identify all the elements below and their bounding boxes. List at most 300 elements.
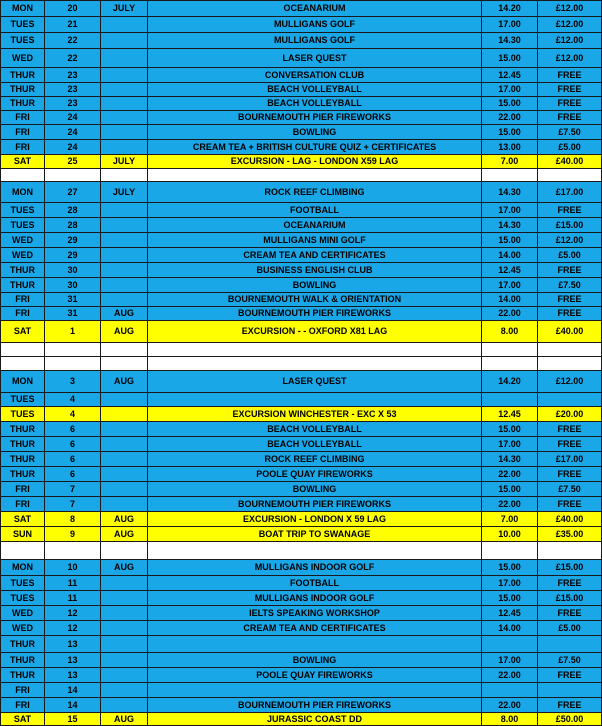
time-cell: 14.30 xyxy=(482,182,538,203)
time-cell xyxy=(482,169,538,182)
time-cell: 8.00 xyxy=(482,321,538,343)
activity-cell: POOLE QUAY FIREWORKS xyxy=(148,467,482,482)
date-cell: 7 xyxy=(45,497,101,512)
price-cell: £40.00 xyxy=(538,155,602,169)
table-row xyxy=(1,1,602,17)
day-cell: SAT xyxy=(1,321,45,343)
activity-cell: EXCURSION - LAG - LONDON X59 LAG xyxy=(148,155,482,169)
time-cell xyxy=(482,357,538,371)
price-cell xyxy=(538,169,602,182)
price-cell: FREE xyxy=(538,422,602,437)
activity-cell xyxy=(148,357,482,371)
day-cell: FRI xyxy=(1,307,45,321)
activity-cell: FOOTBALL xyxy=(148,203,482,218)
date-cell: 30 xyxy=(45,263,101,278)
excursion-row xyxy=(1,527,602,542)
day-cell: THUR xyxy=(1,437,45,452)
price-cell xyxy=(538,683,602,698)
time-cell: 17.00 xyxy=(482,278,538,293)
price-cell: FREE xyxy=(538,606,602,621)
time-cell: 15.00 xyxy=(482,125,538,140)
day-cell: TUES xyxy=(1,407,45,422)
time-cell: 17.00 xyxy=(482,576,538,591)
date-cell xyxy=(45,169,101,182)
month-cell xyxy=(101,343,148,357)
date-cell xyxy=(45,357,101,371)
price-cell: £5.00 xyxy=(538,621,602,636)
month-cell: AUG xyxy=(101,527,148,542)
day-cell: SAT xyxy=(1,713,45,726)
table-row xyxy=(1,140,602,155)
activity-cell: CREAM TEA AND CERTIFICATES xyxy=(148,248,482,263)
date-cell: 13 xyxy=(45,653,101,668)
table-row xyxy=(1,49,602,68)
day-cell xyxy=(1,169,45,182)
month-cell xyxy=(101,248,148,263)
date-cell: 27 xyxy=(45,182,101,203)
activity-cell: EXCURSION - LONDON X 59 LAG xyxy=(148,512,482,527)
date-cell: 31 xyxy=(45,293,101,307)
activity-cell: IELTS SPEAKING WORKSHOP xyxy=(148,606,482,621)
month-cell xyxy=(101,218,148,233)
activity-cell: POOLE QUAY FIREWORKS xyxy=(148,668,482,683)
table-row xyxy=(1,111,602,125)
activity-cell: OCEANARIUM xyxy=(148,218,482,233)
month-cell xyxy=(101,621,148,636)
table-row xyxy=(1,393,602,407)
time-cell: 22.00 xyxy=(482,467,538,482)
price-cell: FREE xyxy=(538,307,602,321)
day-cell: SUN xyxy=(1,527,45,542)
day-cell: THUR xyxy=(1,68,45,83)
time-cell: 12.45 xyxy=(482,68,538,83)
time-cell: 22.00 xyxy=(482,497,538,512)
month-cell xyxy=(101,698,148,713)
table-row xyxy=(1,371,602,393)
spacer-row xyxy=(1,169,602,182)
day-cell: FRI xyxy=(1,698,45,713)
activity-cell: BOURNEMOUTH PIER FIREWORKS xyxy=(148,111,482,125)
day-cell: FRI xyxy=(1,683,45,698)
date-cell: 4 xyxy=(45,393,101,407)
price-cell: FREE xyxy=(538,97,602,111)
month-cell xyxy=(101,542,148,560)
month-cell xyxy=(101,393,148,407)
excursion-row xyxy=(1,321,602,343)
month-cell xyxy=(101,683,148,698)
time-cell: 15.00 xyxy=(482,233,538,248)
activity-cell: MULLIGANS GOLF xyxy=(148,17,482,33)
time-cell xyxy=(482,393,538,407)
table-row xyxy=(1,97,602,111)
price-cell: FREE xyxy=(538,668,602,683)
table-row xyxy=(1,636,602,653)
month-cell xyxy=(101,293,148,307)
price-cell: £12.00 xyxy=(538,33,602,49)
price-cell: £12.00 xyxy=(538,1,602,17)
price-cell xyxy=(538,542,602,560)
day-cell: MON xyxy=(1,1,45,17)
price-cell: FREE xyxy=(538,203,602,218)
month-cell xyxy=(101,437,148,452)
price-cell: FREE xyxy=(538,437,602,452)
month-cell xyxy=(101,278,148,293)
month-cell xyxy=(101,591,148,606)
month-cell xyxy=(101,49,148,68)
time-cell: 17.00 xyxy=(482,653,538,668)
time-cell xyxy=(482,343,538,357)
day-cell: MON xyxy=(1,371,45,393)
month-cell xyxy=(101,668,148,683)
table-row xyxy=(1,233,602,248)
table-row xyxy=(1,83,602,97)
month-cell xyxy=(101,576,148,591)
activity-cell: BOURNEMOUTH PIER FIREWORKS xyxy=(148,307,482,321)
day-cell: THUR xyxy=(1,83,45,97)
price-cell: FREE xyxy=(538,263,602,278)
price-cell: £40.00 xyxy=(538,512,602,527)
table-row xyxy=(1,606,602,621)
date-cell: 28 xyxy=(45,218,101,233)
activity-cell: LASER QUEST xyxy=(148,371,482,393)
date-cell: 6 xyxy=(45,422,101,437)
day-cell: FRI xyxy=(1,497,45,512)
date-cell xyxy=(45,542,101,560)
day-cell: SAT xyxy=(1,512,45,527)
activity-cell: MULLIGANS MINI GOLF xyxy=(148,233,482,248)
date-cell: 14 xyxy=(45,698,101,713)
table-row xyxy=(1,68,602,83)
time-cell: 17.00 xyxy=(482,17,538,33)
time-cell: 22.00 xyxy=(482,307,538,321)
table-row xyxy=(1,33,602,49)
date-cell: 20 xyxy=(45,1,101,17)
day-cell: WED xyxy=(1,621,45,636)
day-cell: THUR xyxy=(1,467,45,482)
spacer-row xyxy=(1,357,602,371)
price-cell: £15.00 xyxy=(538,591,602,606)
activity-cell: MULLIGANS INDOOR GOLF xyxy=(148,560,482,576)
spacer-row xyxy=(1,542,602,560)
day-cell: WED xyxy=(1,49,45,68)
day-cell xyxy=(1,357,45,371)
time-cell: 17.00 xyxy=(482,203,538,218)
date-cell: 7 xyxy=(45,482,101,497)
table-row xyxy=(1,683,602,698)
table-row xyxy=(1,668,602,683)
activity-cell: FOOTBALL xyxy=(148,576,482,591)
price-cell: FREE xyxy=(538,83,602,97)
time-cell xyxy=(482,542,538,560)
month-cell: AUG xyxy=(101,713,148,726)
time-cell: 22.00 xyxy=(482,111,538,125)
day-cell: WED xyxy=(1,233,45,248)
price-cell: FREE xyxy=(538,293,602,307)
activity-cell: LASER QUEST xyxy=(148,49,482,68)
day-cell: THUR xyxy=(1,97,45,111)
activity-cell: BOURNEMOUTH PIER FIREWORKS xyxy=(148,497,482,512)
month-cell xyxy=(101,467,148,482)
month-cell: JULY xyxy=(101,155,148,169)
price-cell: FREE xyxy=(538,467,602,482)
date-cell: 13 xyxy=(45,636,101,653)
activity-cell: CREAM TEA + BRITISH CULTURE QUIZ + CERTIFICATES xyxy=(148,140,482,155)
activity-cell: MULLIGANS GOLF xyxy=(148,33,482,49)
day-cell: TUES xyxy=(1,576,45,591)
table-row xyxy=(1,182,602,203)
day-cell xyxy=(1,343,45,357)
day-cell: TUES xyxy=(1,218,45,233)
day-cell: TUES xyxy=(1,17,45,33)
price-cell xyxy=(538,636,602,653)
activity-cell: BUSINESS ENGLISH CLUB xyxy=(148,263,482,278)
date-cell: 24 xyxy=(45,111,101,125)
day-cell: THUR xyxy=(1,653,45,668)
price-cell: £7.50 xyxy=(538,125,602,140)
table-row xyxy=(1,591,602,606)
time-cell: 17.00 xyxy=(482,437,538,452)
time-cell: 12.45 xyxy=(482,263,538,278)
activity-cell: BOWLING xyxy=(148,278,482,293)
table-row xyxy=(1,452,602,467)
month-cell xyxy=(101,97,148,111)
month-cell xyxy=(101,497,148,512)
month-cell xyxy=(101,636,148,653)
price-cell xyxy=(538,357,602,371)
table-row xyxy=(1,576,602,591)
time-cell: 14.30 xyxy=(482,452,538,467)
activity-cell xyxy=(148,542,482,560)
activity-cell xyxy=(148,169,482,182)
date-cell: 23 xyxy=(45,68,101,83)
date-cell: 10 xyxy=(45,560,101,576)
date-cell: 24 xyxy=(45,140,101,155)
activity-cell: OCEANARIUM xyxy=(148,1,482,17)
activity-cell: EXCURSION WINCHESTER - EXC X 53 xyxy=(148,407,482,422)
time-cell: 14.20 xyxy=(482,371,538,393)
month-cell xyxy=(101,140,148,155)
activity-cell: BOWLING xyxy=(148,482,482,497)
time-cell: 13.00 xyxy=(482,140,538,155)
day-cell: MON xyxy=(1,560,45,576)
month-cell xyxy=(101,482,148,497)
table-row xyxy=(1,248,602,263)
spacer-row xyxy=(1,343,602,357)
month-cell xyxy=(101,422,148,437)
activity-cell: BEACH VOLLEYBALL xyxy=(148,97,482,111)
date-cell: 29 xyxy=(45,248,101,263)
date-cell: 6 xyxy=(45,452,101,467)
table-row xyxy=(1,482,602,497)
price-cell: FREE xyxy=(538,576,602,591)
price-cell: £17.00 xyxy=(538,182,602,203)
day-cell: THUR xyxy=(1,422,45,437)
date-cell: 6 xyxy=(45,467,101,482)
time-cell: 7.00 xyxy=(482,155,538,169)
time-cell: 14.30 xyxy=(482,33,538,49)
activity-cell: BOAT TRIP TO SWANAGE xyxy=(148,527,482,542)
month-cell xyxy=(101,68,148,83)
day-cell: WED xyxy=(1,606,45,621)
table-row xyxy=(1,293,602,307)
time-cell: 12.45 xyxy=(482,606,538,621)
table-row xyxy=(1,263,602,278)
day-cell: MON xyxy=(1,182,45,203)
day-cell: WED xyxy=(1,248,45,263)
date-cell: 12 xyxy=(45,621,101,636)
date-cell: 23 xyxy=(45,97,101,111)
time-cell: 15.00 xyxy=(482,422,538,437)
month-cell xyxy=(101,125,148,140)
day-cell: FRI xyxy=(1,140,45,155)
table-row xyxy=(1,17,602,33)
month-cell xyxy=(101,263,148,278)
time-cell xyxy=(482,683,538,698)
month-cell: AUG xyxy=(101,321,148,343)
price-cell: £20.00 xyxy=(538,407,602,422)
time-cell: 22.00 xyxy=(482,668,538,683)
price-cell: £15.00 xyxy=(538,218,602,233)
price-cell xyxy=(538,343,602,357)
table-row xyxy=(1,218,602,233)
time-cell: 22.00 xyxy=(482,698,538,713)
activity-cell xyxy=(148,393,482,407)
activity-cell xyxy=(148,683,482,698)
price-cell: £7.50 xyxy=(538,482,602,497)
table-row xyxy=(1,278,602,293)
day-cell: THUR xyxy=(1,636,45,653)
table-row xyxy=(1,560,602,576)
day-cell: SAT xyxy=(1,155,45,169)
price-cell: £35.00 xyxy=(538,527,602,542)
price-cell: £15.00 xyxy=(538,560,602,576)
price-cell: FREE xyxy=(538,68,602,83)
month-cell: AUG xyxy=(101,512,148,527)
activity-cell: BEACH VOLLEYBALL xyxy=(148,437,482,452)
time-cell: 7.00 xyxy=(482,512,538,527)
table-row xyxy=(1,467,602,482)
date-cell: 31 xyxy=(45,307,101,321)
time-cell: 17.00 xyxy=(482,83,538,97)
date-cell: 3 xyxy=(45,371,101,393)
activity-cell: BOURNEMOUTH PIER FIREWORKS xyxy=(148,698,482,713)
day-cell: FRI xyxy=(1,111,45,125)
price-cell xyxy=(538,393,602,407)
time-cell: 10.00 xyxy=(482,527,538,542)
date-cell: 11 xyxy=(45,576,101,591)
table-row xyxy=(1,698,602,713)
activity-cell: MULLIGANS INDOOR GOLF xyxy=(148,591,482,606)
month-cell xyxy=(101,83,148,97)
price-cell: £12.00 xyxy=(538,17,602,33)
price-cell: £17.00 xyxy=(538,452,602,467)
price-cell: £12.00 xyxy=(538,371,602,393)
table-row xyxy=(1,437,602,452)
day-cell: FRI xyxy=(1,293,45,307)
time-cell: 14.00 xyxy=(482,621,538,636)
date-cell: 13 xyxy=(45,668,101,683)
table-row xyxy=(1,422,602,437)
activity-cell: BOWLING xyxy=(148,653,482,668)
time-cell: 15.00 xyxy=(482,482,538,497)
excursion-row xyxy=(1,512,602,527)
month-cell: AUG xyxy=(101,560,148,576)
time-cell: 12.45 xyxy=(482,407,538,422)
excursion-row xyxy=(1,713,602,726)
time-cell: 15.00 xyxy=(482,97,538,111)
date-cell: 12 xyxy=(45,606,101,621)
month-cell xyxy=(101,357,148,371)
date-cell: 15 xyxy=(45,713,101,726)
activity-cell: ROCK REEF CLIMBING xyxy=(148,452,482,467)
month-cell: AUG xyxy=(101,307,148,321)
day-cell: TUES xyxy=(1,33,45,49)
price-cell: FREE xyxy=(538,111,602,125)
activity-cell: JURASSIC COAST DD xyxy=(148,713,482,726)
date-cell: 14 xyxy=(45,683,101,698)
price-cell: £7.50 xyxy=(538,653,602,668)
activity-cell: BEACH VOLLEYBALL xyxy=(148,422,482,437)
date-cell: 6 xyxy=(45,437,101,452)
time-cell xyxy=(482,636,538,653)
schedule-body xyxy=(1,1,602,726)
date-cell: 28 xyxy=(45,203,101,218)
table-row xyxy=(1,653,602,668)
time-cell: 8.00 xyxy=(482,713,538,726)
time-cell: 15.00 xyxy=(482,560,538,576)
day-cell: FRI xyxy=(1,482,45,497)
month-cell: JULY xyxy=(101,182,148,203)
day-cell: FRI xyxy=(1,125,45,140)
price-cell: £50.00 xyxy=(538,713,602,726)
date-cell: 22 xyxy=(45,49,101,68)
price-cell: £12.00 xyxy=(538,49,602,68)
month-cell: JULY xyxy=(101,1,148,17)
date-cell: 4 xyxy=(45,407,101,422)
time-cell: 15.00 xyxy=(482,591,538,606)
price-cell: FREE xyxy=(538,497,602,512)
month-cell xyxy=(101,407,148,422)
date-cell: 30 xyxy=(45,278,101,293)
table-row xyxy=(1,497,602,512)
excursion-row xyxy=(1,155,602,169)
price-cell: £5.00 xyxy=(538,248,602,263)
date-cell: 9 xyxy=(45,527,101,542)
table-row xyxy=(1,621,602,636)
day-cell: TUES xyxy=(1,203,45,218)
date-cell: 1 xyxy=(45,321,101,343)
price-cell: FREE xyxy=(538,698,602,713)
date-cell: 23 xyxy=(45,83,101,97)
date-cell: 8 xyxy=(45,512,101,527)
activity-cell: BOWLING xyxy=(148,125,482,140)
day-cell xyxy=(1,542,45,560)
activity-cell xyxy=(148,343,482,357)
activity-cell: BEACH VOLLEYBALL xyxy=(148,83,482,97)
activity-cell: BOURNEMOUTH WALK & ORIENTATION xyxy=(148,293,482,307)
date-cell: 24 xyxy=(45,125,101,140)
table-row xyxy=(1,203,602,218)
month-cell xyxy=(101,203,148,218)
activity-cell: EXCURSION - - OXFORD X81 LAG xyxy=(148,321,482,343)
table-row xyxy=(1,125,602,140)
price-cell: £5.00 xyxy=(538,140,602,155)
month-cell xyxy=(101,653,148,668)
day-cell: THUR xyxy=(1,263,45,278)
date-cell xyxy=(45,343,101,357)
time-cell: 15.00 xyxy=(482,49,538,68)
date-cell: 29 xyxy=(45,233,101,248)
